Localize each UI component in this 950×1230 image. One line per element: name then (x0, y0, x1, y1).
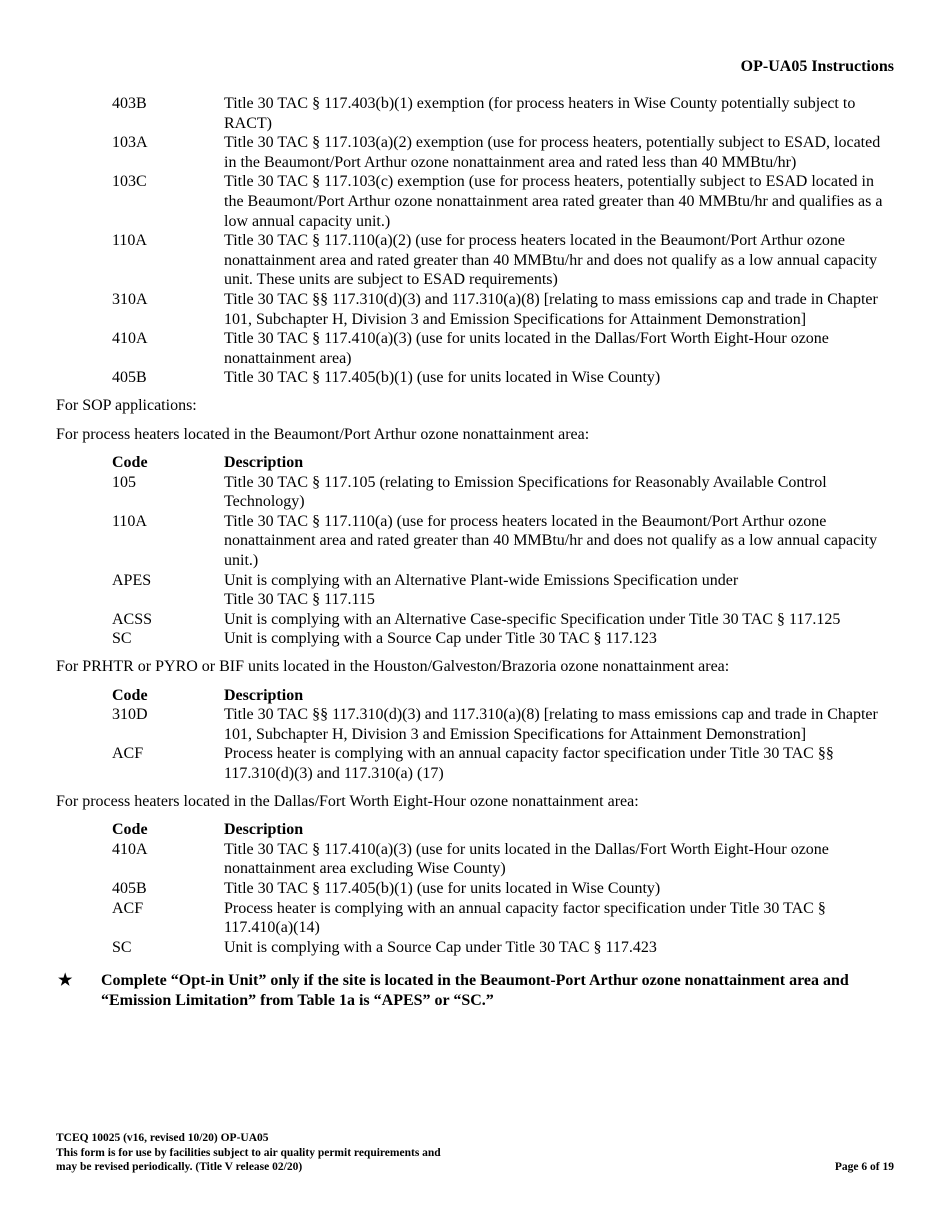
code-cell: 405B (112, 879, 147, 897)
table-row (112, 938, 896, 958)
code-cell: 410A (112, 330, 148, 348)
code-cell: 403B (112, 95, 147, 112)
code-cell: SC (112, 938, 132, 956)
page-header-title: OP-UA05 Instructions (740, 58, 894, 75)
description-cell: Title 30 TAC § 117.110(a)(2) (use for process heaters located in the Beaumont/Port Arthur ozone nonattainment area and rated greater than 40 MMBtu/hr and does not qualify as a low annual capacity unit. These units are subject to ESAD requirements) (224, 232, 878, 289)
description-cell: Title 30 TAC § 117.410(a)(3) (use for units located in the Dallas/Fort Worth Eight-Hour ozone nonattainment area excluding Wise County) (224, 840, 829, 878)
code-cell: ACF (112, 745, 144, 763)
code-column-header: Code (112, 454, 148, 472)
code-cell: ACSS (112, 610, 153, 628)
star-icon: ★ (58, 972, 73, 990)
description-cell: Unit is complying with a Source Cap under Title 30 TAC § 117.423 (224, 938, 657, 956)
table-row (112, 94, 896, 133)
code-column-header: Code (112, 821, 148, 839)
table-row (112, 879, 896, 899)
description-line: Unit is complying with an Alternative Plant-wide Emissions Specification under (224, 571, 739, 589)
code-cell: 310D (112, 706, 148, 724)
description-column-header: Description (224, 686, 304, 704)
table-row (112, 512, 896, 571)
code-cell: 103C (112, 173, 147, 191)
description-line: Title 30 TAC § 117.115 (224, 591, 375, 609)
table-row (112, 473, 896, 512)
description-cell: Process heater is complying with an annual capacity factor specification under Title 30 TAC §§ 117.310(d)(3) and 117.310(a) (17) (224, 745, 834, 782)
description-cell: Title 30 TAC § 117.103(a)(2) exemption (use for process heaters, potentially subject to ESAD, located in the Beaumont/Port Arthur ozone nonattainment area and rated less than 40 MMBtu/hr) (224, 134, 881, 171)
table-row (112, 231, 896, 290)
description-cell: Title 30 TAC § 117.405(b)(1) (use for units located in Wise County) (224, 879, 661, 897)
description-cell (224, 571, 896, 610)
table-header-row (112, 686, 896, 706)
code-table-continued (112, 94, 896, 388)
code-cell: SC (112, 630, 132, 648)
code-cell: 310A (112, 290, 148, 308)
description-cell: Process heater is complying with an annual capacity factor specification under Title 30 TAC § 117.410(a)(14) (224, 899, 826, 937)
description-column-header: Description (224, 454, 304, 472)
description-cell: Title 30 TAC § 117.105 (relating to Emission Specifications for Reasonably Available Control Technology) (224, 473, 827, 511)
dfw-code-table (112, 820, 896, 957)
page-footer (56, 1131, 894, 1175)
table-row (112, 368, 896, 388)
table-header-row (112, 453, 896, 473)
form-id-text: TCEQ 10025 (v16, revised 10/20) OP-UA05 (56, 1132, 269, 1144)
table-row (112, 172, 896, 231)
footer-notice-line: may be revised periodically. (Title V release 02/20) (56, 1161, 303, 1173)
footer-notice-line: This form is for use by facilities subject to air quality permit requirements and (56, 1146, 441, 1159)
table-header-row (112, 820, 896, 840)
code-column-header: Code (112, 686, 148, 704)
table-row (112, 840, 896, 879)
table-row (112, 571, 896, 610)
code-cell: 410A (112, 840, 148, 858)
hgb-code-table (112, 686, 896, 784)
table-row (112, 610, 896, 630)
table-row (112, 899, 896, 938)
description-column-header: Description (224, 821, 304, 839)
page-number: Page 6 of 19 (834, 1161, 894, 1173)
table-row (112, 329, 896, 368)
table-row (112, 705, 896, 744)
hgb-intro-text: For PRHTR or PYRO or BIF units located in the Houston/Galveston/Brazoria ozone nonattainment area: (56, 658, 730, 676)
description-cell: Title 30 TAC § 117.103(c) exemption (use for process heaters, potentially subject to ESAD located in the Beaumont/Port Arthur ozone nonattainment area rated greater than 40 MMBtu/hr and qualifies as a low annual capacity unit.) (224, 173, 883, 230)
code-cell: 110A (112, 232, 147, 250)
code-cell: 110A (112, 512, 147, 530)
description-cell: Unit is complying with an Alternative Case-specific Specification under Title 30 TAC § 117.125 (224, 610, 841, 628)
description-cell: Title 30 TAC § 117.405(b)(1) (use for units located in Wise County) (224, 369, 661, 387)
description-cell: Title 30 TAC § 117.403(b)(1) exemption (for process heaters in Wise County potentially subject to RACT) (224, 95, 856, 132)
description-cell: Title 30 TAC §§ 117.310(d)(3) and 117.310(a)(8) [relating to mass emissions cap and trade in Chapter 101, Subchapter H, Division 3 and Emission Specifications for Attainment Demonstration] (224, 706, 878, 743)
description-cell: Title 30 TAC §§ 117.310(d)(3) and 117.310(a)(8) [relating to mass emissions cap and trade in Chapter 101, Subchapter H, Division 3 and Emission Specifications for Attainment Demonstration] (224, 290, 878, 328)
opt-in-note-text: Complete “Opt-in Unit” only if the site is located in the Beaumont-Port Arthur ozone nonattainment area and “Emission Limitation” from Table 1a is “APES” or “SC.” (101, 972, 849, 1009)
bpa-intro-text: For process heaters located in the Beaumont/Port Arthur ozone nonattainment area: (56, 425, 590, 443)
opt-in-note (56, 971, 896, 1010)
dfw-intro-text: For process heaters located in the Dallas/Fort Worth Eight-Hour ozone nonattainment area: (56, 792, 639, 810)
main-content (56, 94, 896, 1011)
table-row (112, 629, 896, 649)
code-cell: 405B (112, 369, 147, 387)
table-row (112, 744, 896, 783)
table-row (112, 290, 896, 329)
bpa-code-table (112, 453, 896, 649)
code-cell: 103A (112, 134, 148, 152)
description-cell: Unit is complying with a Source Cap under Title 30 TAC § 117.123 (224, 630, 657, 648)
sop-intro-text: For SOP applications: (56, 396, 197, 414)
description-cell: Title 30 TAC § 117.110(a) (use for process heaters located in the Beaumont/Port Arthur ozone nonattainment area and rated greater than 40 MMBtu/hr and does not qualify as a low annual capacity unit.) (224, 512, 878, 570)
code-cell: APES (112, 571, 152, 589)
description-cell: Title 30 TAC § 117.410(a)(3) (use for units located in the Dallas/Fort Worth Eight-Hour ozone nonattainment area) (224, 330, 829, 367)
code-cell: 105 (112, 473, 136, 491)
code-cell: ACF (112, 899, 144, 917)
table-row (112, 133, 896, 172)
